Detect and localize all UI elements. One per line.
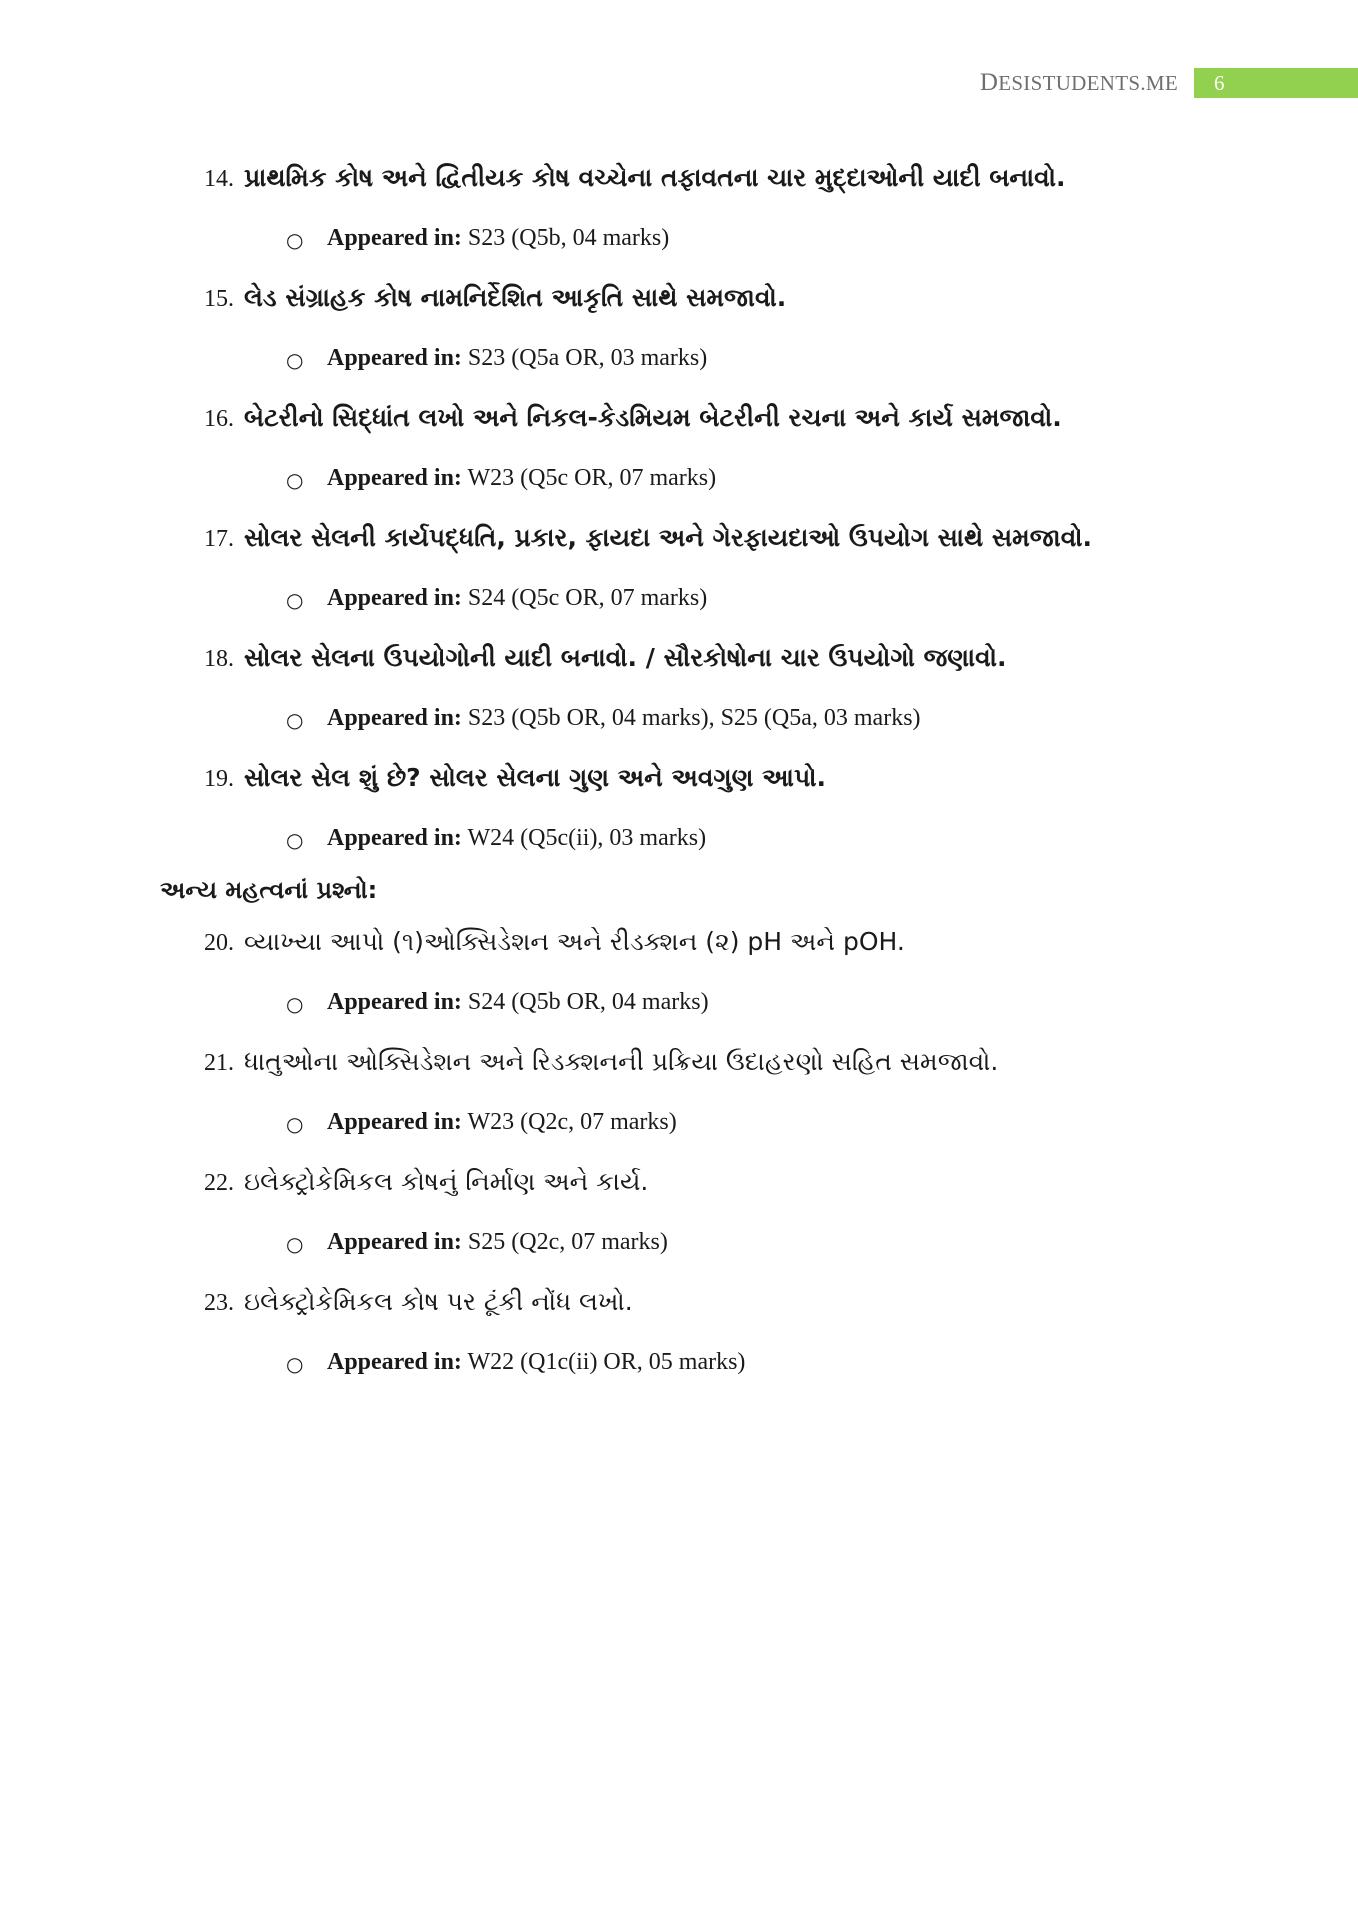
question-item: [204, 398, 1358, 438]
appeared-value: W23 (Q5c OR, 07 marks): [467, 465, 717, 491]
question-text: સોલર સેલના ઉપયોગોની યાદી બનાવો. / સૌરકોષોના ચાર ઉપયોગો જણાવો.: [244, 643, 1007, 672]
appeared-line: [287, 1346, 1358, 1378]
appeared-value: S23 (Q5b, 04 marks): [467, 225, 670, 251]
appeared-line: [287, 582, 1358, 614]
appeared-label: Appeared in:: [327, 989, 462, 1015]
appeared-value: S23 (Q5a OR, 03 marks): [467, 345, 708, 371]
bullet-circle-icon: ○: [286, 1352, 304, 1376]
question-item: [204, 1042, 1358, 1082]
question-number: 20.: [204, 930, 234, 956]
question-text: લેડ સંગ્રાહક કોષ નામનિર્દેશિત આકૃતિ સાથે સમજાવો.: [244, 283, 787, 312]
question-item: [204, 922, 1358, 962]
appeared-value: S23 (Q5b OR, 04 marks), S25 (Q5a, 03 marks): [467, 705, 921, 731]
appeared-label: Appeared in:: [327, 585, 462, 611]
question-text: ઇલેક્ટ્રોકેમિકલ કોષનું નિર્માણ અને કાર્ય.: [244, 1167, 649, 1196]
appeared-label: Appeared in:: [327, 1109, 462, 1135]
appeared-label: Appeared in:: [327, 705, 462, 731]
page-header: [980, 68, 1358, 98]
question-number: 19.: [204, 766, 234, 792]
bullet-circle-icon: ○: [286, 468, 304, 492]
question-number: 15.: [204, 286, 234, 312]
bullet-circle-icon: ○: [286, 992, 304, 1016]
bullet-circle-icon: ○: [286, 1112, 304, 1136]
section-heading: અન્ય મહત્વનાં પ્રશ્નો:: [160, 876, 378, 904]
bullet-circle-icon: ○: [286, 708, 304, 732]
bullet-circle-icon: ○: [286, 828, 304, 852]
appeared-line: [287, 342, 1358, 374]
appeared-line: [287, 222, 1358, 254]
appeared-line: [287, 462, 1358, 494]
question-item: [204, 1282, 1358, 1322]
bullet-circle-icon: ○: [286, 1232, 304, 1256]
appeared-value: S24 (Q5c OR, 07 marks): [467, 585, 708, 611]
appeared-line: [287, 702, 1358, 734]
bullet-circle-icon: ○: [286, 228, 304, 252]
question-number: 17.: [204, 526, 234, 552]
question-text: બેટરીનો સિદ્ધાંત લખો અને નિકલ-કેડમિયમ બેટરીની રચના અને કાર્ય સમજાવો.: [244, 403, 1062, 432]
appeared-value: W23 (Q2c, 07 marks): [467, 1109, 677, 1135]
question-text: સોલર સેલની કાર્યપદ્ધતિ, પ્રકાર, ફાયદા અને ગેરફાયદાઓ ઉપયોગ સાથે સમજાવો.: [244, 523, 1093, 552]
question-text: પ્રાથમિક કોષ અને દ્વિતીયક કોષ વચ્ચેના તફાવતના ચાર મુદ્દાઓની યાદી બનાવો.: [244, 163, 1066, 192]
appeared-label: Appeared in:: [327, 1349, 462, 1375]
appeared-line: [287, 986, 1358, 1018]
question-item: [204, 278, 1358, 318]
appeared-line: [287, 1226, 1358, 1258]
question-number: 18.: [204, 646, 234, 672]
question-number: 22.: [204, 1170, 234, 1196]
question-item: [204, 158, 1358, 198]
question-number: 16.: [204, 406, 234, 432]
question-item: [204, 758, 1358, 798]
question-number: 21.: [204, 1050, 234, 1076]
appeared-line: [287, 1106, 1358, 1138]
site-name-rest: ESISTUDENTS.ME: [998, 71, 1178, 95]
appeared-value: S25 (Q2c, 07 marks): [467, 1229, 668, 1255]
bullet-circle-icon: ○: [286, 348, 304, 372]
appeared-value: W22 (Q1c(ii) OR, 05 marks): [467, 1349, 746, 1375]
question-text: ધાતુઓના ઓક્સિડેશન અને રિડક્શનની પ્રક્રિયા ઉદાહરણો સહિત સમજાવો.: [244, 1047, 999, 1076]
appeared-label: Appeared in:: [327, 345, 462, 371]
question-list: [0, 158, 1358, 1402]
bullet-circle-icon: ○: [286, 588, 304, 612]
appeared-value: W24 (Q5c(ii), 03 marks): [467, 825, 707, 851]
appeared-label: Appeared in:: [327, 825, 462, 851]
question-item: [204, 1162, 1358, 1202]
appeared-line: [287, 822, 1358, 854]
question-text: વ્યાખ્યા આપો (૧)ઓક્સિડેશન અને રીડક્શન (૨) pH અને pOH.: [244, 927, 905, 956]
appeared-label: Appeared in:: [327, 1229, 462, 1255]
page-number: 6: [1194, 68, 1358, 98]
appeared-value: S24 (Q5b OR, 04 marks): [467, 989, 709, 1015]
question-text: સોલર સેલ શું છે? સોલર સેલના ગુણ અને અવગુણ આપો.: [244, 763, 826, 792]
question-item: [204, 638, 1358, 678]
site-name-initial: D: [979, 69, 999, 96]
appeared-label: Appeared in:: [327, 225, 462, 251]
question-number: 23.: [204, 1290, 234, 1316]
site-name: [980, 68, 1178, 98]
appeared-label: Appeared in:: [327, 465, 462, 491]
question-text: ઇલેક્ટ્રોકેમિકલ કોષ પર ટૂંકી નોંધ લખો.: [244, 1287, 633, 1316]
question-number: 14.: [204, 166, 234, 192]
question-item: [204, 518, 1358, 558]
